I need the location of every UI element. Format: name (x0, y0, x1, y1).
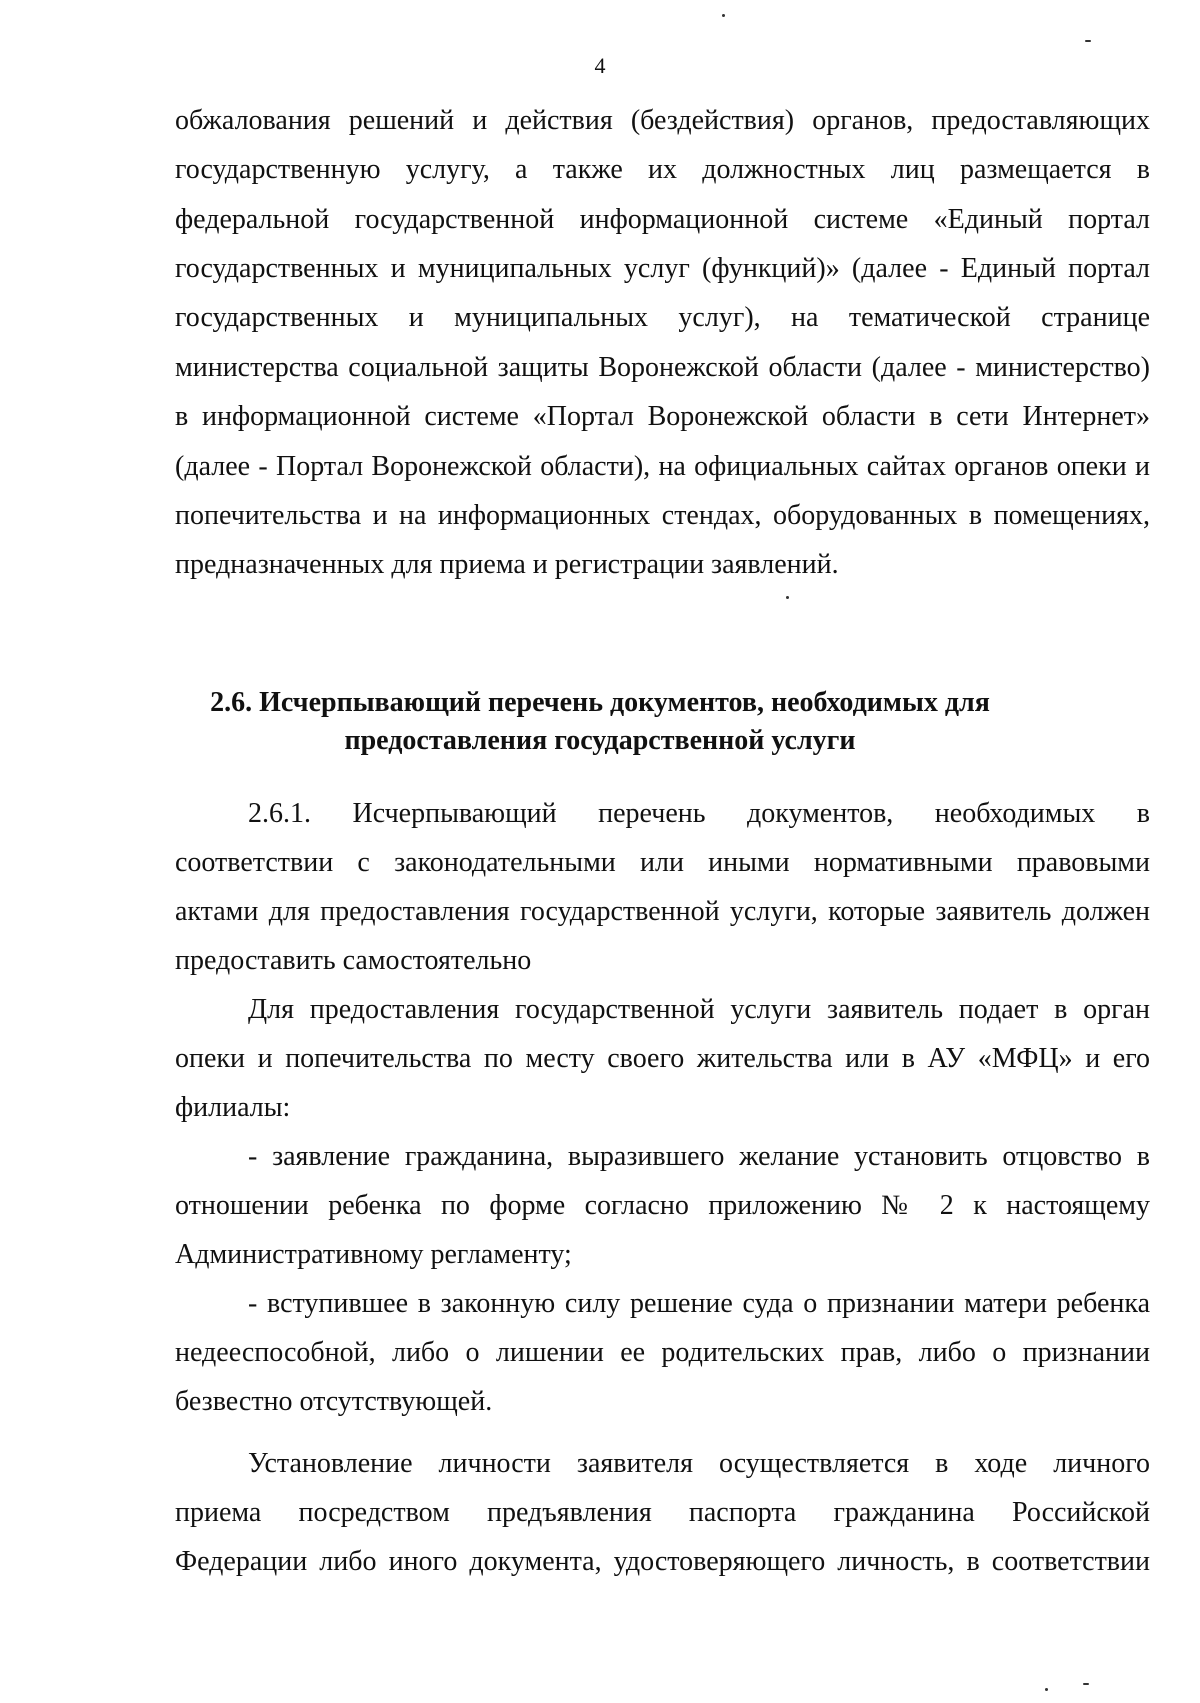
text-line: Административному регламенту; (175, 1239, 572, 1270)
text-line: предоставить самостоятельно (175, 945, 532, 976)
text-line: актами для предоставления государственной услуги, которые заявитель должен (175, 896, 1150, 927)
heading-line: 2.6. Исчерпывающий перечень документов, необходимых для (210, 687, 990, 718)
scan-speck (1045, 1688, 1048, 1691)
text-line: опеки и попечительства по месту своего жительства или в АУ «МФЦ» и его (175, 1043, 1150, 1074)
scan-speck (786, 596, 789, 599)
text-line: отношении ребенка по форме согласно приложению № 2 к настоящему (175, 1190, 1150, 1221)
scan-speck (1083, 1683, 1089, 1685)
text-line: министерства социальной защиты Воронежской области (далее - министерство) (175, 352, 1150, 383)
text-line: федеральной государственной информационной системе «Единый портал (175, 204, 1150, 235)
text-line: Федерации либо иного документа, удостоверяющего личность, в соответствии (175, 1546, 1150, 1577)
scan-speck (1085, 40, 1091, 42)
text-line: в информационной системе «Портал Воронежской области в сети Интернет» (175, 401, 1150, 432)
text-line: (далее - Портал Воронежской области), на официальных сайтах органов опеки и (175, 451, 1150, 482)
text-line: - заявление гражданина, выразившего желание установить отцовство в (248, 1141, 1150, 1172)
text-line: филиалы: (175, 1092, 291, 1123)
text-line: предназначенных для приема и регистрации заявлений. (175, 549, 839, 580)
text-line: - вступившее в законную силу решение суда о признании матери ребенка (248, 1288, 1150, 1319)
text-line: соответствии с законодательными или иными нормативными правовыми (175, 847, 1150, 878)
scan-speck (722, 14, 725, 17)
page-number: 4 (594, 53, 606, 78)
heading-line: предоставления государственной услуги (344, 725, 856, 756)
text-line: государственных и муниципальных услуг), на тематической странице (175, 302, 1150, 333)
text-line: безвестно отсутствующей. (175, 1386, 493, 1417)
text-line: государственных и муниципальных услуг (функций)» (далее - Единый портал (175, 253, 1150, 284)
text-line: Для предоставления государственной услуги заявитель подает в орган (248, 994, 1150, 1025)
text-line: 2.6.1. Исчерпывающий перечень документов, необходимых в (248, 798, 1150, 829)
text-line: государственную услугу, а также их должностных лиц размещается в (175, 154, 1150, 185)
text-line: попечительства и на информационных стендах, оборудованных в помещениях, (175, 500, 1150, 531)
text-line: Установление личности заявителя осуществляется в ходе личного (248, 1448, 1150, 1479)
text-line: приема посредством предъявления паспорта гражданина Российской (175, 1497, 1150, 1528)
text-line: недееспособной, либо о лишении ее родительских прав, либо о признании (175, 1337, 1150, 1368)
text-line: обжалования решений и действия (бездействия) органов, предоставляющих (175, 105, 1150, 136)
